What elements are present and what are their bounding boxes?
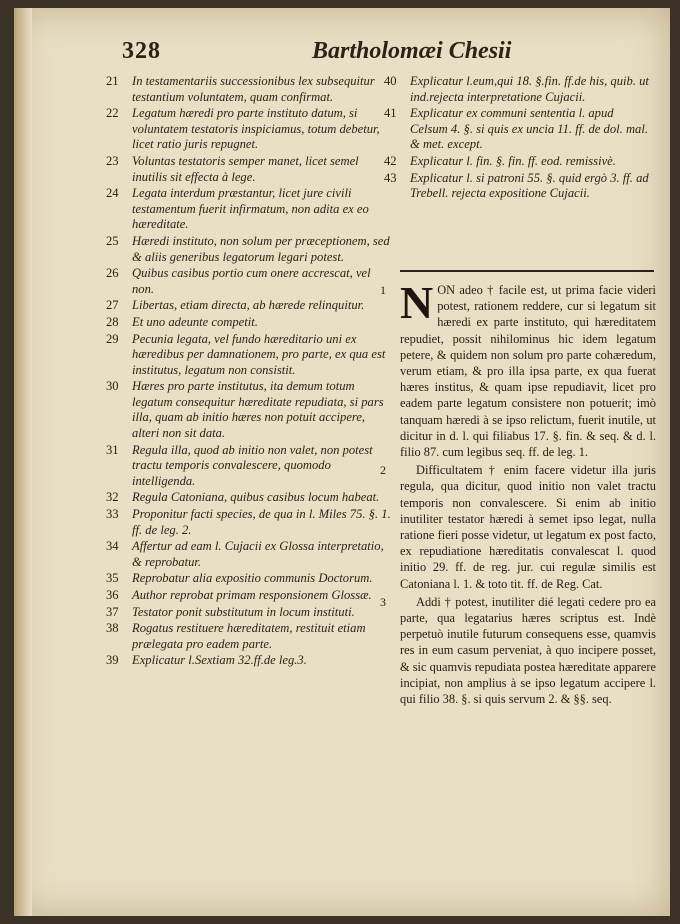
summary-item-number: 30 [106,379,119,394]
summary-item-number: 21 [106,74,119,88]
running-title: Bartholomæi Chesii [312,38,512,64]
summary-item [106,621,394,652]
body-paragraph [380,594,656,707]
summary-column-right [384,74,654,203]
summary-item-number: 37 [106,604,119,619]
summary-item [106,539,394,570]
summary-item-text: In testamentariis successionibus lex subsequitur testantium voluntatem, quam confirmat. [132,74,375,104]
summary-item [106,571,394,587]
paragraph-text: Addi † potest, inutiliter dié legati cedere pro ea parte, qua legatarius hæres scriptus est. Indè perpetuò inutile futurum consequens esse, quamvis res in eum casum perveniat, à quo incipere posset, & sic quamvis repudiata postea hæreditate apparere incipiat, non amplius à se ipso legatum accipere l. qui filio 38. §. si quis servum 2. & §§. seq. [400,594,656,707]
summary-item [106,234,394,265]
paragraph-number: 1 [380,283,386,297]
summary-item-number: 39 [106,653,119,668]
book-page [14,8,670,916]
summary-item-number: 23 [106,153,119,168]
summary-item-number: 24 [106,186,119,201]
summary-item-number: 22 [106,106,119,121]
summary-item-text: Rogatus restituere hæreditatem, restituit etiam prælegata pro eadem parte. [132,621,366,651]
summary-item [106,490,394,506]
summary-item-text: Regula Catoniana, quibus casibus locum habeat. [132,490,380,505]
summary-item-number: 33 [106,507,119,522]
paragraph-number: 3 [380,594,386,609]
summary-item [106,588,394,604]
summary-item-text: Explicatur l. si patroni 55. §. quid ergò 3. ff. ad Trebell. rejecta expositione Cujacii. [410,170,649,201]
summary-item-text: Explicatur l. fin. §. fin. ff. eod. remissivè. [410,153,616,168]
summary-item-number: 36 [106,588,119,602]
summary-item-text: Voluntas testatoris semper manet, licet semel inutilis sit effecta à lege. [132,153,359,184]
summary-item-text: Proponitur facti species, de qua in l. Miles 75. §. 1. ff. de leg. 2. [132,507,391,537]
summary-item-number: 28 [106,314,119,329]
summary-item [106,106,394,153]
paragraph-number: 2 [380,463,386,478]
body-paragraph [380,462,656,592]
main-text-column [380,277,656,709]
summary-item-text: Reprobatur alia expositio communis Doctorum. [132,571,373,586]
summary-item-text: Quibus casibus portio cum onere accrescat, vel non. [132,266,371,296]
summary-item [384,74,654,105]
summary-item [384,106,654,153]
summary-item [106,186,394,233]
summary-item-number: 25 [106,233,119,248]
summary-item-text: Regula illa, quod ab initio non valet, non potest tractu temporis convalescere, quomodo intelligenda. [132,442,373,488]
page-number: 328 [122,38,161,64]
summary-item [106,379,394,441]
summary-item-number: 29 [106,331,119,346]
summary-item-number: 38 [106,621,119,636]
summary-item-text: Libertas, etiam directa, ab hærede relinquitur. [132,298,365,313]
summary-item [384,171,654,202]
page-gutter-shadow [14,8,32,916]
summary-item-number: 31 [106,442,119,457]
body-paragraph [380,277,656,460]
summary-item-number: 32 [106,490,119,505]
summary-item [106,154,394,185]
paragraph-text: Difficultatem † enim facere videtur illa juris regula, qua dicitur, quod initio non valet tractu temporis non convalescere. Si enim ab initio inutiliter testator hæredi à semet ipso legat, nulla ratione fieri posse videtur, ut legatum ex post facto, ex repudiatione hæreditatis convalescat l. quod initio 29. ff. de reg. jur. cui regulæ similis est Catoniana l. 1. & toto tit. ff. de Reg. Cat. [400,463,656,591]
summary-item-text: Legata interdum præstantur, licet jure civili testamentum fuerit infirmatum, non adita ex eo hæreditate. [132,186,369,232]
paragraph-text: ON adeo † facile est, ut prima facie videri potest, rationem reddere, cur si legatum sit hæredi ex parte instituto, qui hæreditatem repudiet, possit nihilominus hic idem legatum petere, & quidem non solum pro parte cohæredum, verum etiam, & pro illa ipsa parte, ex qua fuerat hæres institus, & quam ipse repudiavit, licet pro eadem parte legatum consistere non potuerit; imò tanquam hæredi à se ipso relictum, fuerit inutile, ut dicitur in d. l. qui filiabus 17. §. fin. & seq. & d. l. filio 87. cum legibus seq. ff. de leg. 1. [400,283,656,460]
summary-item-number: 40 [384,74,397,88]
summary-item [106,605,394,621]
summary-item-text: Affertur ad eam l. Cujacii ex Glossa interpretatio, & reprobatur. [132,539,384,569]
summary-item-number: 26 [106,266,119,281]
summary-item-text: Hæredi instituto, non solum per præceptionem, sed & aliis generibus legatorum legari potest. [132,233,390,264]
summary-item-number: 41 [384,106,397,121]
summary-item [106,266,394,297]
drop-cap-initial: N [400,277,434,328]
summary-item-text: Testator ponit substitutum in locum instituti. [132,604,355,619]
summary-item-text: Explicatur l.eum,qui 18. §.fin. ff.de his, quib. ut ind.rejecta interpretatione Cujacii. [410,74,649,104]
summary-item-text: Legatum hæredi pro parte instituto datum, si voluntatem testatoris inspiciamus, totum debetur, licet ratio juris repugnet. [132,106,380,152]
summary-item-text: Author reprobat primam responsionem Glossæ. [132,588,372,602]
summary-item [106,298,394,314]
page-header [122,38,602,74]
summary-item-text: Explicatur l.Sextiam 32.ff.de leg.3. [132,653,307,668]
summary-item-text: Hæres pro parte institutus, ita demum totum legatum consequitur hæreditate repudiata, si pars illa, quam ab initio hæres non potuit accipere, alteri non sit data. [132,379,384,441]
summary-item [384,154,654,170]
summary-item [106,507,394,538]
summary-item-text: Pecunia legata, vel fundo hæreditario uni ex hæredibus per damnationem, pro parte, ex qua est institutus, legatum non consistit. [132,331,386,377]
section-divider [400,270,654,272]
summary-column-left [106,74,394,670]
summary-item-number: 43 [384,170,397,185]
summary-item-text: Explicatur ex communi sententia l. apud Celsum 4. §. si quis ex uncia 11. ff. de dol. mal. & met. except. [410,106,648,152]
summary-item [106,653,394,669]
summary-item-text: Et uno adeunte competit. [132,314,258,329]
summary-item-number: 35 [106,571,119,586]
summary-item-number: 27 [106,298,119,313]
summary-item-number: 42 [384,153,397,168]
summary-item [106,332,394,379]
summary-item [106,443,394,490]
summary-item [106,315,394,331]
summary-item [106,74,394,105]
summary-item-number: 34 [106,539,119,554]
